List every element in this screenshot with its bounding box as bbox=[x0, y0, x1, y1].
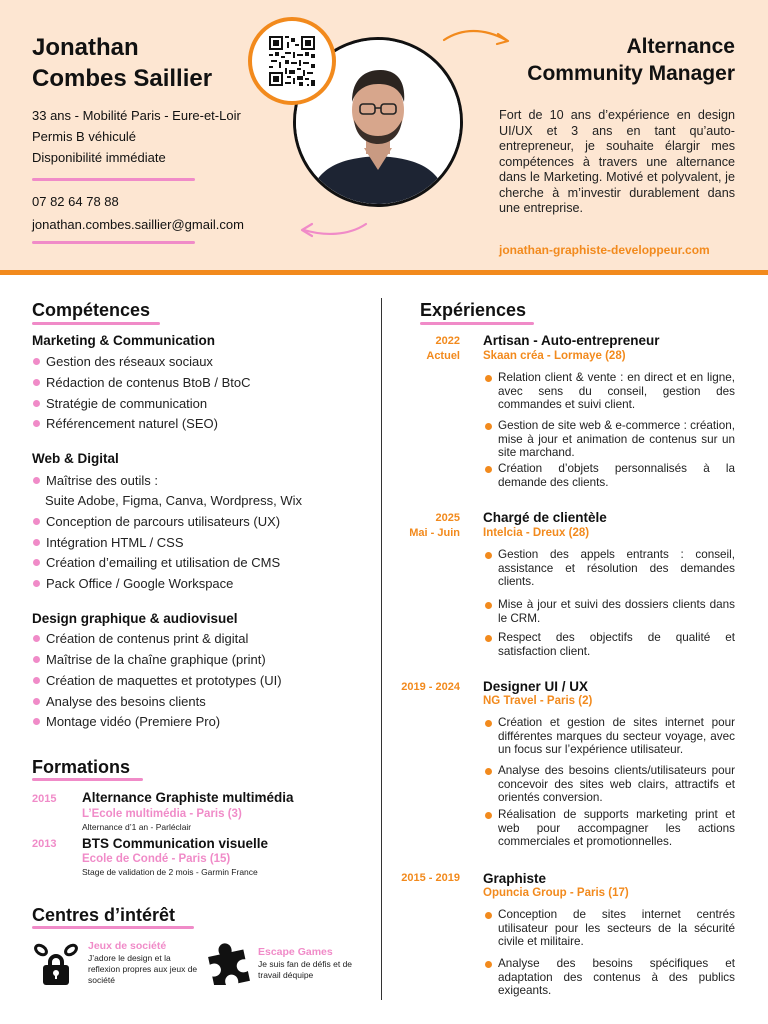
skill-item: Création de maquettes et prototypes (UI) bbox=[33, 673, 282, 688]
experience-bullet: Réalisation de supports marketing print et web pour accompagner les actions commerciales et promotionnelles. bbox=[485, 808, 735, 849]
email-link[interactable]: jonathan.combes.saillier@gmail.com bbox=[32, 217, 244, 232]
section-underline bbox=[32, 322, 160, 325]
job-title-line2: Community Manager bbox=[527, 62, 735, 85]
section-title-formations: Formations bbox=[32, 757, 131, 777]
skill-item: Gestion des réseaux sociaux bbox=[33, 354, 213, 369]
experience-date-end: Actuel bbox=[426, 350, 460, 362]
experience-bullet: Gestion de site web & e-commerce : création, mise à jour et animation de contenus sur un site marchand. bbox=[485, 419, 735, 460]
skill-item: Création d’emailing et utilisation de CMS bbox=[33, 555, 280, 570]
padlock-chain-icon bbox=[33, 942, 79, 986]
availability: Disponibilité immédiate bbox=[32, 150, 166, 165]
experience-bullet: Gestion des appels entrants : conseil, assistance et résolution des demandes clients. bbox=[485, 548, 735, 589]
experience-role: Designer UI / UX bbox=[483, 679, 589, 694]
section-title-interets: Centres d’intérêt bbox=[32, 905, 176, 925]
skill-item: Montage vidéo (Premiere Pro) bbox=[33, 714, 220, 729]
experience-role: Artisan - Auto-entrepreneur bbox=[483, 333, 660, 348]
profile-summary: Fort de 10 ans d’expérience en design UI/UX et 3 ans en tant qu’auto-entrepreneur, je souhaite élargir mes compétences à travers une alternance dans le Marketing. Motivé et polyvalent, je cherche à m’investir durablement dans une entreprise. bbox=[499, 108, 735, 215]
formation-school: L’Ecole multimédia - Paris (3) bbox=[82, 808, 242, 820]
experience-date-range: 2019 - 2024 bbox=[401, 681, 460, 693]
experience-bullet: Création et gestion de sites internet pour différentes marques du secteur voyage, avec un focus sur l’expérience utilisateur. bbox=[485, 716, 735, 757]
experience-date-start: 2022 bbox=[435, 335, 460, 347]
formation-note: Stage de validation de 2 mois - Garmin France bbox=[82, 867, 258, 877]
experience-bullet: Analyse des besoins clients/utilisateurs pour concevoir des sites web clairs, attractifs et orientés conversion. bbox=[485, 764, 735, 805]
experience-role: Chargé de clientèle bbox=[483, 510, 607, 525]
skill-item: Stratégie de communication bbox=[33, 396, 207, 411]
driving-license: Permis B véhiculé bbox=[32, 129, 137, 144]
experience-company: Skaan créa - Lormaye (28) bbox=[483, 350, 626, 362]
section-title-experiences: Expériences bbox=[420, 300, 527, 320]
header-divider bbox=[0, 270, 768, 275]
interest-title: Escape Games bbox=[258, 946, 333, 958]
experience-role: Graphiste bbox=[483, 871, 547, 886]
skill-item: Référencement naturel (SEO) bbox=[33, 416, 218, 431]
section-underline bbox=[32, 778, 143, 781]
formation-title: BTS Communication visuelle bbox=[82, 836, 269, 851]
skill-item: Création de contenus print & digital bbox=[33, 631, 248, 646]
skill-item: Conception de parcours utilisateurs (UX) bbox=[33, 514, 280, 529]
experience-company: Intelcia - Dreux (28) bbox=[483, 527, 590, 539]
experience-date bbox=[398, 334, 460, 364]
experience-date bbox=[380, 871, 460, 886]
experience-bullet: Analyse des besoins spécifiques et adaptation des contenus à des publics exigeants. bbox=[485, 957, 735, 998]
contact-divider bbox=[32, 178, 195, 181]
skill-group-title: Marketing & Communication bbox=[32, 333, 216, 348]
skill-item: Intégration HTML / CSS bbox=[33, 535, 184, 550]
formation-title: Alternance Graphiste multimédia bbox=[82, 790, 294, 805]
orange-arrow-icon bbox=[440, 22, 516, 52]
section-underline bbox=[420, 322, 534, 325]
column-divider bbox=[381, 298, 382, 1000]
formation-year: 2015 bbox=[32, 793, 57, 805]
section-title-competences: Compétences bbox=[32, 300, 151, 320]
skill-item: Rédaction de contenus BtoB / BtoC bbox=[33, 375, 251, 390]
experience-bullet: Création d’objets personnalisés à la demande des clients. bbox=[485, 462, 735, 489]
experience-bullet: Conception de sites internet centrés utilisateur pour les secteurs de la sécurité civile et militaire. bbox=[485, 908, 735, 949]
experience-date bbox=[380, 680, 460, 695]
experience-bullet: Respect des objectifs de qualité et satisfaction client. bbox=[485, 631, 735, 658]
experience-bullet: Relation client & vente : en direct et en ligne, avec sens du conseil, gestion des commandes et suivi client. bbox=[485, 371, 735, 412]
skill-item: Maîtrise de la chaîne graphique (print) bbox=[33, 652, 266, 667]
experience-date-end: Mai - Juin bbox=[409, 527, 460, 539]
skill-item: Pack Office / Google Workspace bbox=[33, 576, 233, 591]
qr-code-badge[interactable] bbox=[248, 17, 336, 105]
experience-date bbox=[380, 511, 460, 541]
skill-item: Maîtrise des outils : bbox=[33, 473, 158, 488]
formation-year: 2013 bbox=[32, 838, 57, 850]
website-link[interactable]: jonathan-graphiste-developpeur.com bbox=[499, 243, 710, 257]
job-title-line1: Alternance bbox=[626, 35, 735, 58]
interest-text: J’adore le design et la reflexion propres aux jeux de société bbox=[88, 953, 198, 985]
skill-item: Analyse des besoins clients bbox=[33, 694, 206, 709]
experience-company: Opuncia Group - Paris (17) bbox=[483, 887, 629, 899]
name-first: Jonathan bbox=[32, 34, 139, 61]
skill-group-title: Design graphique & audiovisuel bbox=[32, 611, 238, 626]
puzzle-piece-icon bbox=[206, 943, 250, 985]
skill-group-title: Web & Digital bbox=[32, 451, 119, 466]
experience-date-start: 2025 bbox=[435, 512, 460, 524]
formation-school: Ecole de Condé - Paris (15) bbox=[82, 853, 231, 865]
formation-note: Alternance d’1 an - Parléclair bbox=[82, 822, 192, 832]
contact-divider-bottom bbox=[32, 241, 195, 244]
section-underline bbox=[32, 926, 194, 929]
skill-item-continued: Suite Adobe, Figma, Canva, Wordpress, Wix bbox=[45, 493, 302, 508]
interest-text: Je suis fan de défis et de travail déquipe bbox=[258, 959, 353, 980]
phone-number[interactable]: 07 82 64 78 88 bbox=[32, 194, 119, 209]
experience-date-range: 2015 - 2019 bbox=[401, 872, 460, 884]
age-mobility: 33 ans - Mobilité Paris - Eure-et-Loir bbox=[32, 108, 241, 123]
experience-company: NG Travel - Paris (2) bbox=[483, 695, 593, 707]
experience-bullet: Mise à jour et suivi des dossiers clients dans le CRM. bbox=[485, 598, 735, 625]
candidate-name bbox=[32, 32, 212, 94]
qr-code-icon bbox=[269, 36, 315, 86]
interest-title: Jeux de société bbox=[88, 940, 167, 952]
pink-arrow-icon bbox=[296, 216, 370, 242]
name-last: Combes Saillier bbox=[32, 65, 213, 92]
